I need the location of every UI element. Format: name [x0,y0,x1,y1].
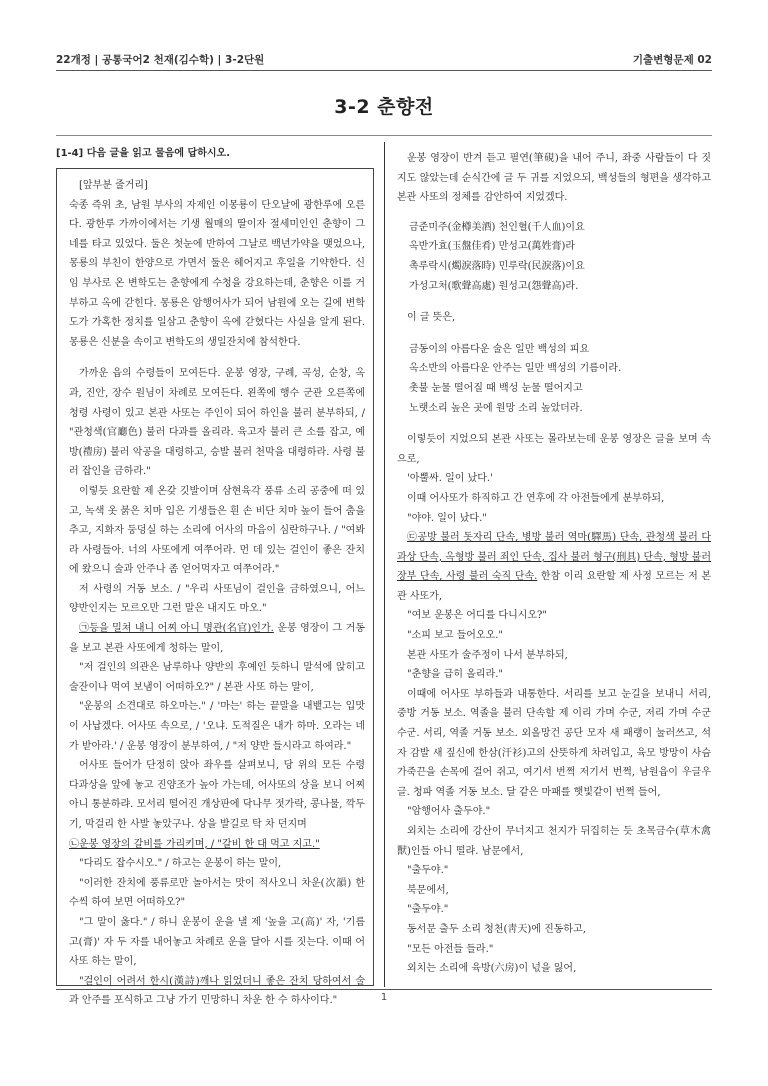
passage-paragraph: "다리도 잡수시오." / 하고는 운봉이 하는 말이, [79,858,282,870]
poem-line: 촉루락시(燭淚落時) 민루락(民淚落)이요 [409,260,585,272]
footer-rule [56,989,712,990]
passage-paragraph: "암행어사 출두야." [407,806,491,818]
underlined-c: ㉢공방 불러 돗자리 단속, 병방 불러 역마(驛馬) 단속, 관청색 불러 다과상 단속, 옥형방 불러 죄인 단속, 집사 불러 형구(刑具) 단속, 형방 불러 장부 단속, 사령 불러 숙직 단속. [397,532,711,583]
page-title: 3-2 춘향전 [334,96,434,118]
passage-paragraph: "출두야." [407,904,449,916]
passage-paragraph: "그 말이 옳다." / 하니 운봉이 운을 낼 제 '높을 고(高)' 자, '기름 고(膏)' 자 두 자를 내어놓고 차례로 운을 달아 시를 짓는다. 이때 어사또 하는 말이, [69,916,365,968]
header-rule [56,70,712,71]
passage-paragraph: 가까운 읍의 수령들이 모여든다. 운봉 영장, 구례, 곡성, 순창, 옥과, 진안, 장수 원님이 차례로 모여든다. 왼쪽에 행수 군관 오른쪽에 청령 사령이 있고 본관 사또는 주인이 되어 하인을 불러 분부하되, / "관청색(官廳色) 불러 다과를 올리라. 육고자 불러 큰 소를 잡고, 예방(禮房) 불러 악공을 대령하고, 승발 불러 천막을 대령하라. 사령 불러 잡인을 금하라." [69,368,365,478]
right-column [397,149,711,979]
poem-line: 촛불 눈물 떨어질 때 백성 눈물 떨어지고 [409,382,583,394]
passage-paragraph: "이러한 잔치에 풍류로만 놀아서는 맛이 적사오니 차운(次韻) 한 수씩 하여 보면 어떠하오?" [69,877,365,909]
poem-line: 금준미주(金樽美酒) 천인혈(千人血)이요 [409,221,585,233]
summary-text: 숙종 즉위 초, 남원 부사의 자제인 이몽룡이 단오날에 광한루에 오른다. 광한루 가까이에서는 기생 월매의 딸이자 절세미인인 춘향이 그네를 타고 있었다. 둘은 첫눈에 반하여 그날로 백년가약을 맺었으나, 몽룡의 부친이 한양으로 가면서 둘은 헤어지고 후일을 기약한다. 신임 부사로 온 변학도는 춘향에게 수청을 강요하는데, 춘향은 이를 거부하고 옥에 갇힌다. 몽룡은 암행어사가 되어 남원에 오는 길에 변학도가 가혹한 정치를 일삼고 춘향이 옥에 갇혔다는 사실을 알게 된다. 몽룡은 신분을 속이고 변학도의 생일잔치에 참석한다. [69,199,365,348]
passage-paragraph: "여보 운봉은 어디를 다니시오?" [407,610,548,622]
passage-paragraph: "모든 아전들 들라." [407,943,494,955]
page-number: 1 [380,992,388,1003]
passage-paragraph: 어사또 들어가 단정히 앉아 좌우를 살펴보니, 당 위의 모든 수령 다과상을 앞에 놓고 진양조가 높아 가는데, 어사또의 상을 보니 어찌 아니 통분하랴. 모서리 떨어진 개상판에 닥나무 젓가락, 콩나물, 깍두기, 막걸리 한 사발 놓았구나. 상을 발길로 탁 차 던지며 [69,760,365,830]
passage-box [56,168,374,1007]
passage-paragraph: 동서문 출두 소리 청천(靑天)에 진동하고, [407,923,586,935]
passage-paragraph: "걸인이 어려서 한시(漢詩)깨나 읽었더니 좋은 잔치 당하여서 술과 안주를 포식하고 그냥 가기 민망하니 차운 한 수 하사이다." [69,975,365,1007]
passage-paragraph: '아뿔싸. 일이 났다.' [407,473,493,485]
passage-paragraph: 북문에서, [407,884,449,896]
passage-paragraph: "소피 보고 들어오오." [407,630,504,642]
header-doc-type: 기출변형문제 02 [632,54,712,66]
poem-translation [397,340,711,418]
passage-paragraph: 이렇듯이 지었으되 본관 사또는 몰라보는데 운봉 영장은 글을 보며 속으로, [397,434,711,465]
poem-line: 옥반가효(玉盤佳肴) 만성고(萬姓膏)라 [409,241,576,253]
underlined-a: ㉠등을 밀쳐 내니 어찌 아니 명관(名官)인가. [79,623,274,635]
header-course-info: 22개정 | 공통국어2 천재(김수학) | 3-2단원 [56,54,265,66]
poem-line: 금동이의 아름다운 술은 일만 백성의 피요 [409,343,590,355]
passage-paragraph: 저 사령의 거동 보소. / "우리 사또님이 걸인을 금하였으니, 어느 양반인지는 모르오만 그런 말은 내지도 마오." [69,583,365,615]
passage-paragraph: 이때 어사또가 하직하고 간 연후에 각 아전들에게 분부하되, [407,492,665,504]
underlined-b: ㉡운봉 영장의 갈비를 가리키며, / "갈비 한 대 먹고 지고." [69,838,320,850]
passage-paragraph: 이렇듯 요란할 제 온갖 깃발이며 삼현육각 풍류 소리 공중에 떠 있고, 녹색 옷 붉은 치마 입은 기생들은 흰 손 비단 치마 높이 들어 춤을 추고, 지화자 둥덩실 하는 소리에 어사의 마음이 심란하구나. / "여봐라 사령들아. 너의 사또에게 여쭈어라. 먼 데 있는 걸인이 좋은 잔치에 왔으니 술과 안주나 좀 얻어먹자고 여쭈어라." [69,485,365,576]
poem-hanmun [397,218,711,296]
paragraph-text: 운봉 영장이 그 거동을 보고 본관 사또에게 청하는 말이, [69,623,365,654]
passage-paragraph: "춘향을 급히 올리라." [407,669,504,681]
summary-label: [앞부분 줄거리] [79,180,148,191]
passage-paragraph-marked-b [69,835,365,855]
passage-paragraph: 외치는 소리에 육방(六房)이 넋을 잃어, [407,963,577,975]
passage-paragraph: "야야. 일이 났다." [407,512,487,524]
title-rule [56,135,712,136]
passage-paragraph: 이 글 뜻은, [407,312,456,324]
left-column [56,144,374,1007]
passage-paragraph: 운봉 영장이 반겨 듣고 필연(筆硯)을 내어 주니, 좌중 사람들이 다 짓지도 않았는데 순식간에 글 두 귀를 지었으되, 백성들의 형편을 생각하고 본관 사또의 정체를 감안하여 지었겠다. [397,153,711,204]
passage-paragraph: "저 걸인의 의관은 남루하나 양반의 후예인 듯하니 말석에 앉히고 술잔이나 먹여 보냄이 어떠하오?" / 본관 사또 하는 말이, [69,662,365,693]
paragraph-text: 한참 이리 요란할 제 사정 모르는 저 본관 사또가, [397,571,711,602]
passage-paragraph: "출두야." [407,865,449,877]
passage-paragraph: "운봉의 소견대로 하오마는." / '마는' 하는 끝말을 내뱉고는 입맛이 사납겠다. 어사또 속으로, / '오냐. 도적질은 내가 하마. 오라는 네가 받아라.' / 운봉 영장이 분부하여, / "저 양반 들시라고 하여라." [69,701,365,752]
passage-paragraph-marked-c [397,528,711,606]
page-header [56,48,712,68]
passage-paragraph: 외치는 소리에 강산이 무너지고 천지가 뒤집히는 듯 초목금수(草木禽獸)인들 아니 떨랴. 남문에서, [397,826,711,857]
poem-line: 옥소반의 아름다운 안주는 일만 백성의 기름이라. [409,363,622,375]
poem-line: 노랫소리 높은 곳에 원망 소리 높았더라. [409,402,583,414]
poem-line: 가성고처(歌聲高處) 원성고(怨聲高)라. [409,280,579,292]
passage-paragraph: 이때에 어사또 부하들과 내통한다. 서리를 보고 눈길을 보내니 서리, 중방 거동 보소. 역졸을 불러 단속할 제 이리 가며 수군, 저리 가며 수군수군. 서리, 역졸 거동 보소. 외올망건 공단 모자 새 패랭이 눌러쓰고, 석 자 감발 새 짚신에 한삼(汗衫)고의 산뜻하게 차려입고, 육모 방망이 사슴 가죽끈을 손목에 걸어 쥐고, 여기서 번쩍 저기서 번쩍, 남원읍이 우글우글. 청파 역졸 거동 보소. 달 같은 마패를 햇빛같이 번쩍 들어, [397,688,711,798]
question-instruction: [1-4] 다음 글을 읽고 물음에 답하시오. [56,148,230,159]
column-divider [384,142,385,987]
passage-paragraph: 본관 사또가 술주정이 나서 분부하되, [407,649,568,661]
passage-paragraph-marked-a [69,619,365,658]
